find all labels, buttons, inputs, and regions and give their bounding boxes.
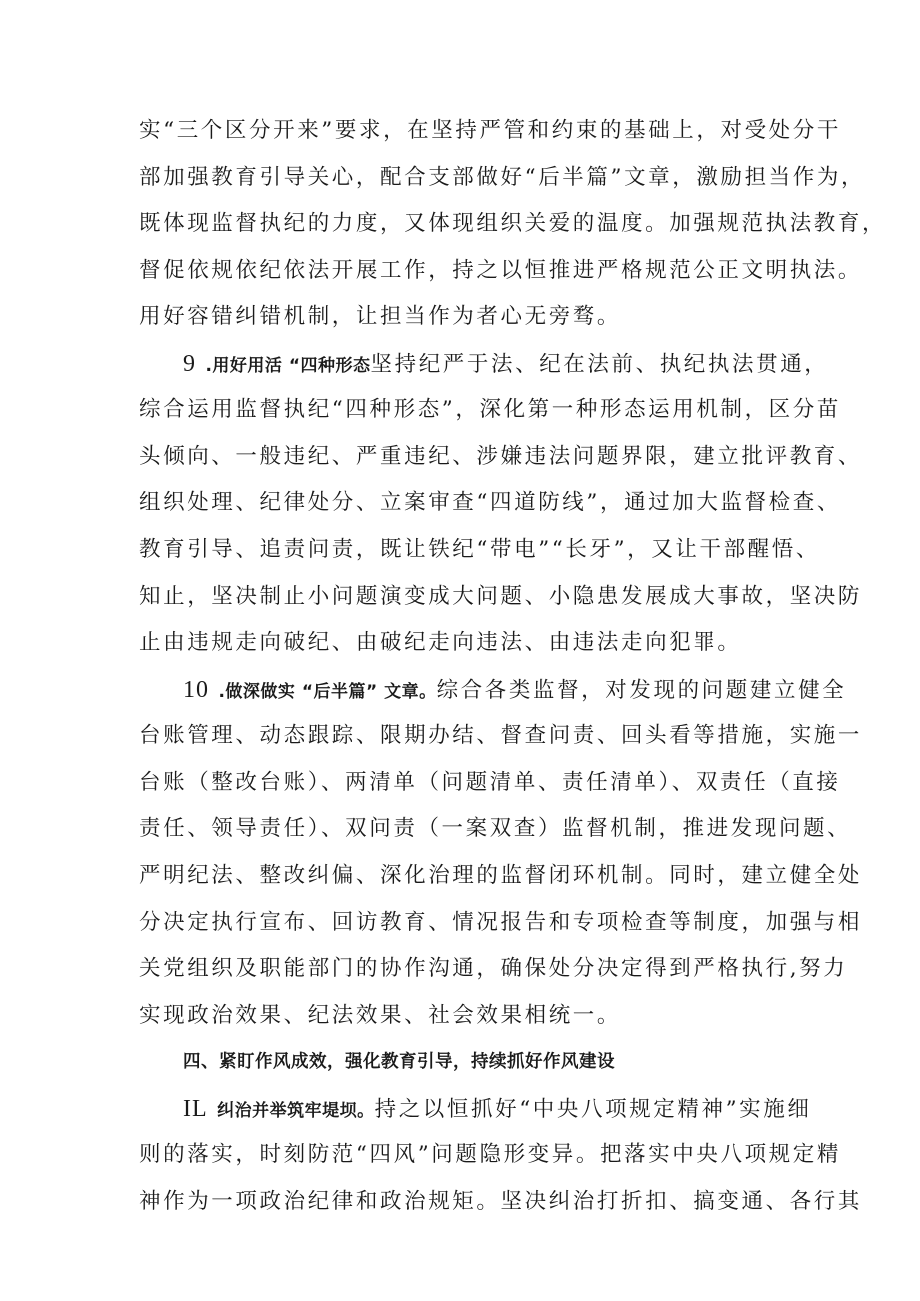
- item-11-title: 纠治并举筑牢堤坝。: [217, 1101, 375, 1121]
- item-11-first-line-text: 持之以恒抓好“中央八项规定精神”实施细: [374, 1097, 812, 1122]
- paragraph-line: 止由违规走向破纪、由破纪走向违法、由违法走向犯罪。: [139, 630, 742, 655]
- paragraph-line: 既体现监督执纪的力度，又体现组织关爱的温度。加强规范执法教育，: [139, 211, 887, 236]
- paragraph-line: 组织处理、纪律处分、立案审查“四道防线”，通过加大监督检查、: [139, 490, 841, 515]
- paragraph-line: 综合运用监督执纪“四种形态”，深化第一种形态运用机制，区分苗: [139, 397, 841, 422]
- paragraph-line: 分决定执行宣布、回访教育、情况报告和专项检查等制度，加强与相: [139, 910, 863, 935]
- paragraph-line: 关党组织及职能部门的协作沟通，确保处分决定得到严格执行,努力: [139, 956, 848, 981]
- item-9-first-line: [183, 350, 828, 380]
- item-9-first-line-text: 坚持纪严于法、纪在法前、执纪执法贯通，: [370, 352, 829, 377]
- item-10-title: .做深做实 “后半篇” 文章。: [218, 682, 437, 702]
- paragraph-line: 知止，坚决制止小问题演变成大问题、小隐患发展成大事故，坚决防: [139, 584, 863, 609]
- paragraph-line: 教育引导、追责问责，既让铁纪“带电”“长牙”，又让干部醒悟、: [139, 537, 820, 562]
- item-10-first-line-text: 综合各类监督，对发现的问题建立健全: [436, 678, 847, 703]
- section-heading: 四、紧盯作风成效，强化教育引导，持续抓好作风建设: [183, 1052, 615, 1072]
- paragraph-line: 台账（整改台账）、两清单（问题清单、责任清单）、双责任（直接: [139, 770, 841, 795]
- paragraph-line: 责任、领导责任）、双问责（一案双查）监督机制，推进发现问题、: [139, 816, 852, 841]
- item-11-first-line: [183, 1095, 811, 1125]
- paragraph-line: 头倾向、一般违纪、严重违纪、涉嫌违法问题界限，建立批评教育、: [139, 444, 863, 469]
- paragraph-line: 督促依规依纪依法开展工作，持之以恒推进严格规范公正文明执法。: [139, 258, 863, 283]
- item-9-title: .用好用活 “四种形态: [205, 356, 371, 376]
- paragraph-line: 实现政治效果、纪法效果、社会效果相统一。: [139, 1003, 622, 1028]
- item-9-number: 9: [183, 351, 196, 377]
- paragraph-line: 则的落实，时刻防范“四风”问题隐形变异。把落实中央八项规定精: [139, 1142, 841, 1167]
- paragraph-line: 严明纪法、整改纠偏、深化治理的监督闭环机制。同时，建立健全处: [139, 863, 863, 888]
- item-10-number: 10: [183, 677, 209, 703]
- item-11-number: IL: [183, 1096, 208, 1122]
- paragraph-line: 用好容错纠错机制，让担当作为者心无旁骛。: [139, 304, 622, 329]
- paragraph-line: 部加强教育引导关心，配合支部做好“后半篇”文章，激励担当作为，: [139, 165, 866, 190]
- paragraph-line: 台账管理、动态跟踪、限期办结、督查问责、回头看等措施，实施一: [139, 723, 863, 748]
- item-10-first-line: [183, 676, 846, 706]
- paragraph-line: 实“三个区分开来”要求，在坚持严管和约束的基础上，对受处分干: [139, 118, 841, 143]
- paragraph-line: 神作为一项政治纪律和政治规矩。坚决纠治打折扣、搞变通、各行其: [139, 1189, 863, 1214]
